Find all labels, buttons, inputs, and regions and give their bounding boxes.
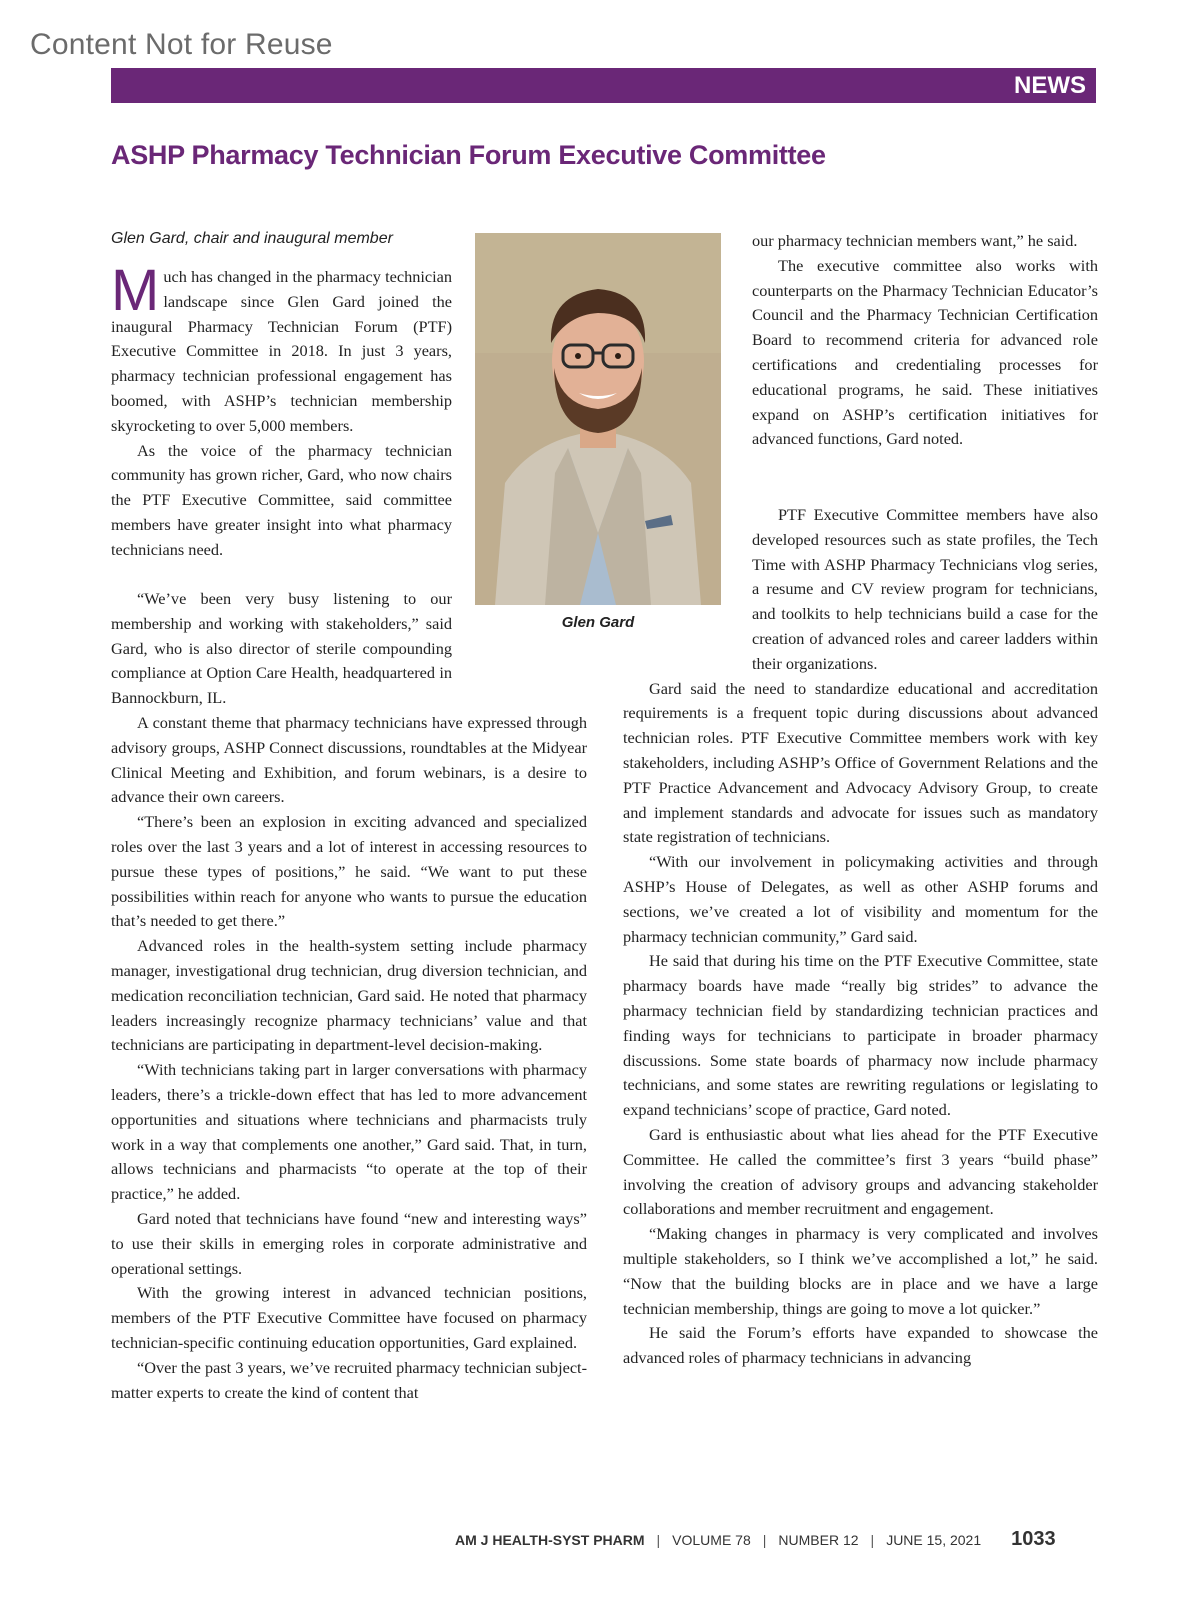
paragraph: A constant theme that pharmacy technicians have expressed through advisory groups, ASHP Connect discussions, roundtables at the Midyear Clinical Meeting and Exhibition, and forum webinars, is a desire to advance their own careers. — [111, 712, 587, 807]
paragraph: As the voice of the pharmacy technician community has grown richer, Gard, who now chairs the PTF Executive Committee, said committee members have greater insight into what pharmacy technicians need. — [111, 440, 452, 559]
paragraph: Much has changed in the pharmacy technician landscape since Glen Gard joined the inaugural Pharmacy Technician Forum (PTF) Executive Committee in 2018. In just 3 years, pharmacy technician professional engagement has boomed, with ASHP’s technician membership skyrocketing to over 5,000 members. — [111, 258, 452, 435]
separator: | — [762, 1532, 767, 1548]
paragraph: “Over the past 3 years, we’ve recruited pharmacy technician subject-matter experts to create the kind of content that — [111, 1357, 587, 1402]
column-right-upper — [752, 229, 1098, 452]
separator: | — [870, 1532, 875, 1548]
volume: VOLUME 78 — [672, 1532, 751, 1548]
section-label: NEWS — [1014, 71, 1086, 99]
column-right-lower — [623, 503, 1098, 1371]
paragraph: our pharmacy technician members want,” he said. — [752, 231, 1078, 250]
paragraph: Gard noted that technicians have found “new and interesting ways” to use their skills in emerging roles in corporate administrative and operational settings. — [111, 1208, 587, 1278]
paragraph: “With technicians taking part in larger conversations with pharmacy leaders, there’s a trickle-down effect that has led to more advancement opportunities and situations where technicians and pharmacists truly work in a way that complements one another,” Gard said. That, in turn, allows technicians and pharmacists “to operate at the top of their practice,” he added. — [111, 1060, 587, 1204]
paragraph: Gard is enthusiastic about what lies ahead for the PTF Executive Committee. He called the committee’s first 3 years “build phase” involving the creation of advisory groups and advancing stakeholder collaborations and member recruitment and engagement. — [623, 1124, 1098, 1219]
paragraph: Gard said the need to standardize educational and accreditation requirements is a frequent topic during discussions about advanced technician roles. PTF Executive Committee members work with key stakeholders, including ASHP’s Office of Government Relations and the PTF Practice Advancement and Advocacy Advisory Group, to create and implement standards and advocate for issues such as mandatory state registration of technicians. — [623, 678, 1098, 847]
paragraph: The executive committee also works with counterparts on the Pharmacy Technician Educator’s Council and the Pharmacy Technician Certification Board to recommend criteria for advanced role certifications and credentialing processes for educational programs, he said. These initiatives expand on ASHP’s certification initiatives for advanced functions, Gard noted. — [752, 255, 1098, 449]
page-footer — [455, 1528, 1095, 1551]
paragraph: “Making changes in pharmacy is very complicated and involves multiple stakeholders, so I think we’ve accomplished a lot,” he said. “Now that the building blocks are in place and we have a large technician membership, things are going to move a lot quicker.” — [623, 1224, 1098, 1318]
drop-cap: M — [111, 258, 160, 323]
paragraph: PTF Executive Committee members have also developed resources such as state profiles, the Tech Time with ASHP Pharmacy Technicians vlog series, a resume and CV review program for technicians, and toolkits to help technicians build a case for the creation of advanced roles and career ladders within their organizations. — [752, 505, 1098, 673]
journal-name: AM J HEALTH-SYST PHARM — [455, 1532, 645, 1548]
column-left-upper — [111, 258, 452, 563]
article-title: ASHP Pharmacy Technician Forum Executive Committee — [111, 140, 826, 170]
watermark: Content Not for Reuse — [30, 28, 333, 61]
section-banner — [111, 68, 1096, 103]
paragraph: Advanced roles in the health-system setting include pharmacy manager, investigational drug technician, drug diversion technician, and medication reconciliation technician, Gard said. He noted that pharmacy leaders increasingly recognize pharmacy technicians’ value and that technicians are participating in department-level decision-making. — [111, 936, 587, 1055]
paragraph: “With our involvement in policymaking activities and through ASHP’s House of Delegates, as well as other ASHP forums and sections, we’ve created a lot of visibility and momentum for the pharmacy technician community,” Gard said. — [623, 852, 1098, 946]
paragraph: “We’ve been very busy listening to our membership and working with stakeholders,” said Gard, who is also director of sterile compounding compliance at Option Care Health, headquartered in Bannockburn, IL. — [111, 589, 452, 708]
column-left-lower — [111, 587, 587, 1405]
issue-date: JUNE 15, 2021 — [886, 1532, 982, 1548]
byline: Glen Gard, chair and inaugural member — [111, 230, 393, 247]
paragraph: “There’s been an explosion in exciting advanced and specialized roles over the last 3 years and a lot of interest in accessing resources to pursue these types of positions,” he said. “We want to put these possibilities within reach for anyone who wants to pursue the education that’s needed to get there.” — [111, 812, 587, 931]
page-number: 1033 — [1011, 1528, 1056, 1550]
paragraph: He said the Forum’s efforts have expanded to showcase the advanced roles of pharmacy technicians in advancing — [623, 1323, 1098, 1368]
photo-caption: Glen Gard — [561, 614, 635, 631]
paragraph: With the growing interest in advanced technician positions, members of the PTF Executive Committee have focused on pharmacy technician-specific continuing education opportunities, Gard explained. — [111, 1283, 587, 1352]
paragraph: He said that during his time on the PTF Executive Committee, state pharmacy boards have made “really big strides” to advance the pharmacy technician field by standardizing technician practices and finding ways for technicians to participate in broader pharmacy discussions. Some state boards of pharmacy now include pharmacy technicians, and some states are rewriting regulations or legislating to expand technicians’ scope of practice, Gard noted. — [623, 951, 1098, 1120]
issue-number: NUMBER 12 — [778, 1532, 859, 1548]
separator: | — [656, 1532, 661, 1548]
